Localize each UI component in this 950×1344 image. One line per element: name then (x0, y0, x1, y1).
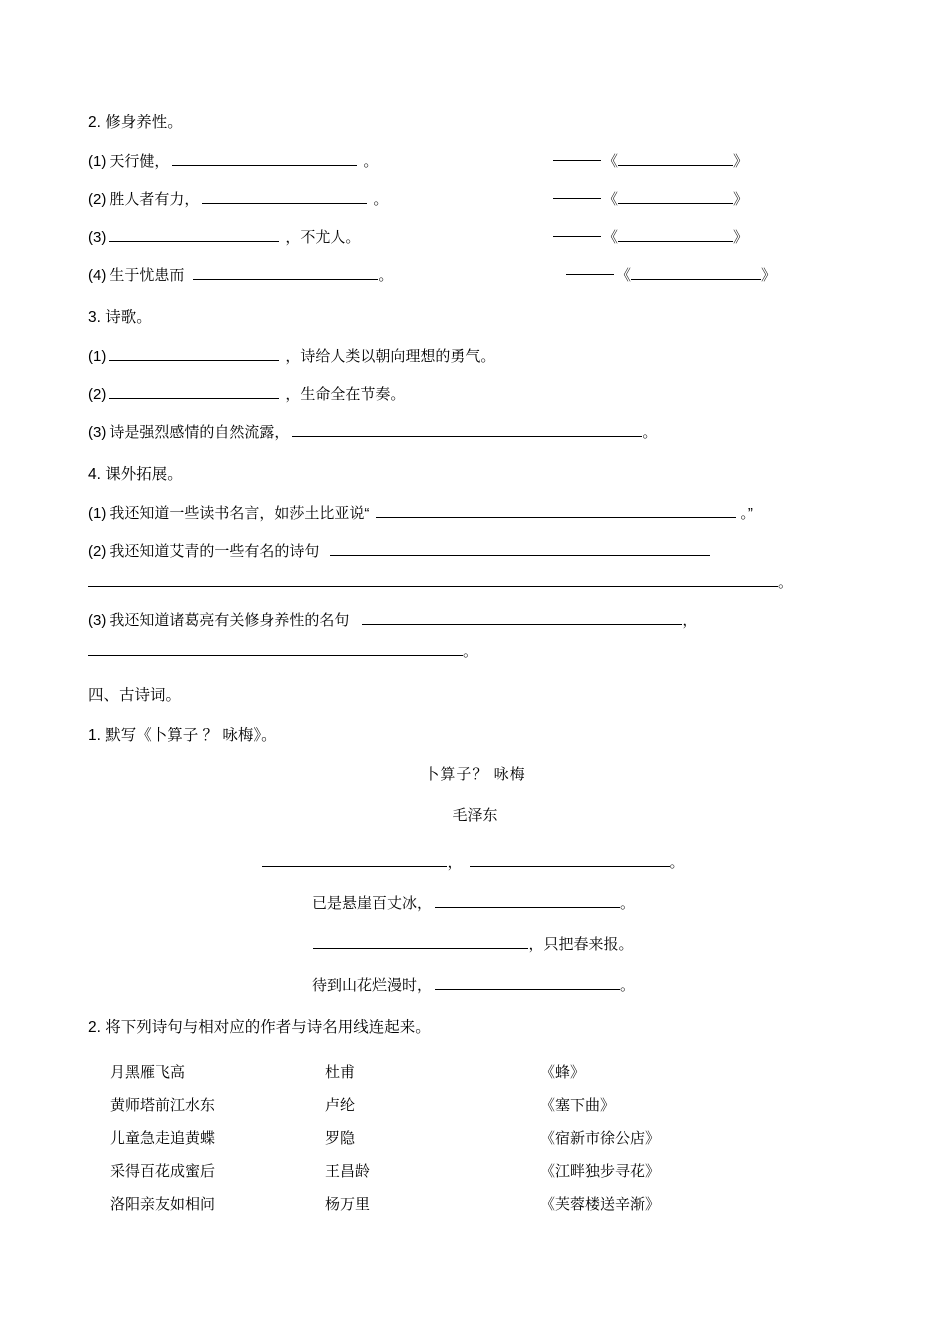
answer-blank[interactable] (202, 188, 367, 204)
author-cell[interactable]: 杜甫 (325, 1064, 356, 1081)
poem-line-1 (88, 851, 862, 872)
source-blank[interactable] (618, 150, 733, 166)
question-label: (3) (88, 229, 107, 246)
question-label: (4) (88, 267, 107, 284)
poem-mid: ， (447, 854, 463, 871)
question-4-1 (88, 502, 862, 523)
answer-blank[interactable] (109, 226, 279, 242)
answer-blank-continued[interactable] (88, 571, 778, 587)
question-text-before: 我还知道艾青的一些有名的诗句 (109, 543, 320, 560)
section-heading-3: 3. 诗歌。 (88, 309, 152, 326)
dash-icon (553, 198, 601, 199)
answer-blank[interactable] (172, 150, 357, 166)
matching-table (88, 1055, 755, 1220)
bracket-close: 》 (761, 267, 777, 284)
answer-blank[interactable] (330, 540, 710, 556)
source-citation (553, 150, 748, 171)
question-text-after: 。 (373, 191, 389, 208)
question-text-before: 我还知道诸葛亮有关修身养性的名句 (109, 612, 350, 629)
question-4-3 (88, 609, 862, 630)
question-text-before: 胜人者有力， (109, 191, 200, 208)
question-text-after: 。 (642, 424, 658, 441)
table-row[interactable] (88, 1088, 755, 1121)
poem-title: 卜算子？ 咏梅 (424, 766, 526, 783)
title-cell[interactable]: 《蜂》 (540, 1064, 586, 1081)
question-2-3 (88, 226, 862, 247)
source-blank[interactable] (618, 226, 733, 242)
question-text-before: 诗是强烈感情的自然流露， (109, 424, 290, 441)
author-cell[interactable]: 杨万里 (325, 1196, 371, 1213)
title-cell[interactable]: 《江畔独步寻花》 (540, 1163, 661, 1180)
poem-blank[interactable] (435, 892, 620, 908)
poem-blank[interactable] (262, 851, 447, 867)
part-four-heading: 四、古诗词。 (88, 687, 182, 704)
continuation-after: 。 (463, 643, 479, 660)
bracket-open: 《 (603, 229, 619, 246)
table-row[interactable] (88, 1187, 755, 1220)
author-cell[interactable]: 卢纶 (325, 1097, 356, 1114)
source-blank[interactable] (631, 264, 761, 280)
question-text-before: 生于忧患而 (109, 267, 185, 284)
question-text-after: 。 (378, 267, 394, 284)
dash-icon (553, 160, 601, 161)
title-cell[interactable]: 《塞下曲》 (540, 1097, 616, 1114)
answer-blank[interactable] (109, 383, 279, 399)
question-label: (3) (88, 424, 107, 441)
poem-post: 。 (669, 854, 685, 871)
verse-cell[interactable]: 月黑雁飞高 (110, 1064, 186, 1081)
answer-blank[interactable] (292, 421, 642, 437)
table-row[interactable] (88, 1055, 755, 1088)
question-label: (2) (88, 191, 107, 208)
question-4-3-continuation (88, 640, 862, 661)
question-3-3 (88, 421, 862, 442)
dash-icon (566, 274, 614, 275)
dash-icon (553, 236, 601, 237)
question-3-1 (88, 345, 862, 366)
question-text-before: 我还知道一些读书名言，如莎土比亚说“ (109, 505, 370, 522)
source-citation (566, 264, 776, 285)
poem-post: ，只把春来报。 (528, 936, 634, 953)
bracket-close: 》 (733, 191, 749, 208)
question-label: (3) (88, 612, 107, 629)
table-row[interactable] (88, 1121, 755, 1154)
answer-blank[interactable] (109, 345, 279, 361)
question-label: (1) (88, 348, 107, 365)
question-text-before: 天行健， (109, 153, 170, 170)
question-text-after: 。 (363, 153, 379, 170)
bracket-close: 》 (733, 229, 749, 246)
answer-blank[interactable] (362, 609, 682, 625)
question-label: (2) (88, 543, 107, 560)
question-text-after: ， (682, 612, 698, 629)
question-label: (1) (88, 153, 107, 170)
source-citation (553, 226, 748, 247)
question-text-after: 。” (740, 505, 753, 522)
verse-cell[interactable]: 采得百花成蜜后 (110, 1163, 216, 1180)
answer-blank[interactable] (376, 502, 736, 518)
continuation-after: 。 (778, 574, 794, 591)
poem-pre: 待到山花烂漫时， (311, 977, 432, 994)
poem-blank[interactable] (470, 851, 670, 867)
question-4-2-continuation (88, 571, 862, 592)
question-label: (1) (88, 505, 107, 522)
part-four-q1-heading: 1. 默写《卜算子 ？ 咏梅》。 (88, 727, 277, 744)
verse-cell[interactable]: 黄师塔前江水东 (110, 1097, 216, 1114)
poem-line-2 (88, 892, 862, 913)
question-2-2 (88, 188, 862, 209)
part-four-q2-heading: 2. 将下列诗句与相对应的作者与诗名用线连起来。 (88, 1019, 431, 1036)
author-cell[interactable]: 王昌龄 (325, 1163, 371, 1180)
question-2-4 (88, 264, 862, 285)
table-row[interactable] (88, 1154, 755, 1187)
poem-blank[interactable] (313, 933, 528, 949)
poem-line-4 (88, 974, 862, 995)
poem-post: 。 (620, 977, 636, 994)
question-text-after: ，生命全在节奏。 (285, 386, 406, 403)
poem-author: 毛泽东 (452, 807, 498, 824)
bracket-open: 《 (603, 153, 619, 170)
answer-blank-continued[interactable] (88, 640, 463, 656)
title-cell[interactable]: 《宿新市徐公店》 (540, 1130, 661, 1147)
section-heading-4: 4. 课外拓展。 (88, 466, 183, 483)
author-cell[interactable]: 罗隐 (325, 1130, 356, 1147)
bracket-open: 《 (603, 191, 619, 208)
verse-cell[interactable]: 儿童急走追黄蝶 (110, 1130, 216, 1147)
question-text-after: ，不尤人。 (285, 229, 361, 246)
poem-line-3 (88, 933, 862, 954)
poem-post: 。 (620, 895, 636, 912)
question-4-2 (88, 540, 862, 561)
title-cell[interactable]: 《芙蓉楼送辛渐》 (540, 1196, 661, 1213)
poem-blank[interactable] (435, 974, 620, 990)
verse-cell[interactable]: 洛阳亲友如相问 (110, 1196, 216, 1213)
question-3-2 (88, 383, 862, 404)
question-label: (2) (88, 386, 107, 403)
section-heading-2: 2. 修身养性。 (88, 114, 183, 131)
question-2-1 (88, 150, 862, 171)
question-text-after: ，诗给人类以朝向理想的勇气。 (285, 348, 496, 365)
answer-blank[interactable] (193, 264, 378, 280)
bracket-open: 《 (616, 267, 632, 284)
source-blank[interactable] (618, 188, 733, 204)
bracket-close: 》 (733, 153, 749, 170)
poem-pre: 已是悬崖百丈冰， (311, 895, 432, 912)
source-citation (553, 188, 748, 209)
